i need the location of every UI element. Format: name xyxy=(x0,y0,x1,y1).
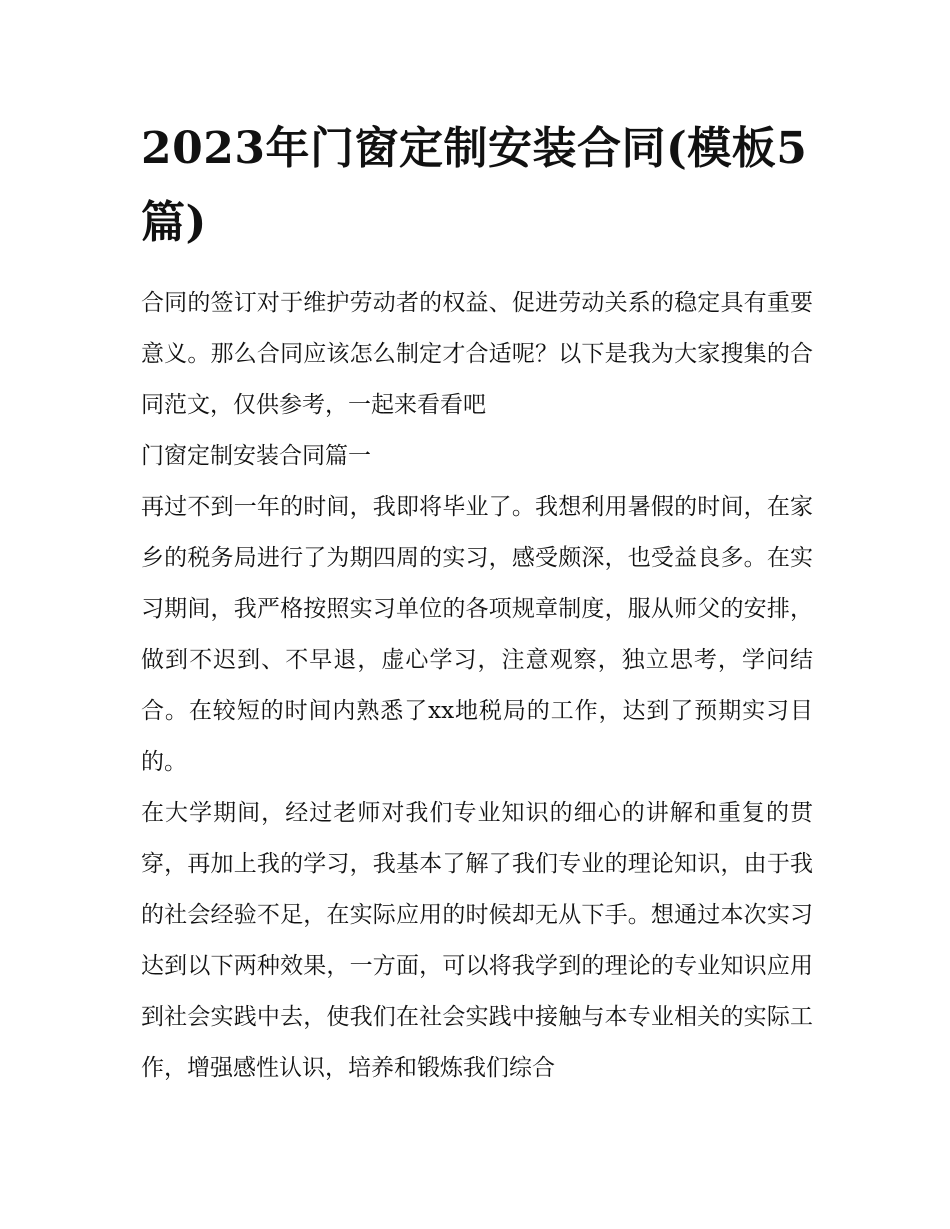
body-paragraph: 再过不到一年的时间，我即将毕业了。我想利用暑假的时间，在家乡的税务局进行了为期四周的实习，感受颇深，也受益良多。在实习期间，我严格按照实习单位的各项规章制度，服从师父的安排，做到不迟到、不早退，虚心学习，注意观察，独立思考，学问结合。在较短的时间内熟悉了xx地税局的工作，达到了预期实习目的。 xyxy=(141,494,813,775)
document-title: 2023年门窗定制安装合同(模板5篇) xyxy=(141,123,808,248)
intro-paragraph: 合同的签订对于维护劳动者的权益、促进劳动关系的稳定具有重要意义。那么合同应该怎么制定才合适呢？以下是我为大家搜集的合同范文，仅供参考，一起来看看吧 xyxy=(141,290,813,418)
body-paragraph: 在大学期间，经过老师对我们专业知识的细心的讲解和重复的贯穿，再加上我的学习，我基本了解了我们专业的理论知识，由于我的社会经验不足，在实际应用的时候却无从下手。想通过本次实习达到以下两种效果，一方面，可以将我学到的理论的专业知识应用到社会实践中去，使我们在社会实践中接触与本专业相关的实际工作，增强感性认识，培养和锻炼我们综合 xyxy=(141,800,813,1081)
document-body xyxy=(141,112,813,1094)
section-heading: 门窗定制安装合同篇一 xyxy=(141,443,371,469)
